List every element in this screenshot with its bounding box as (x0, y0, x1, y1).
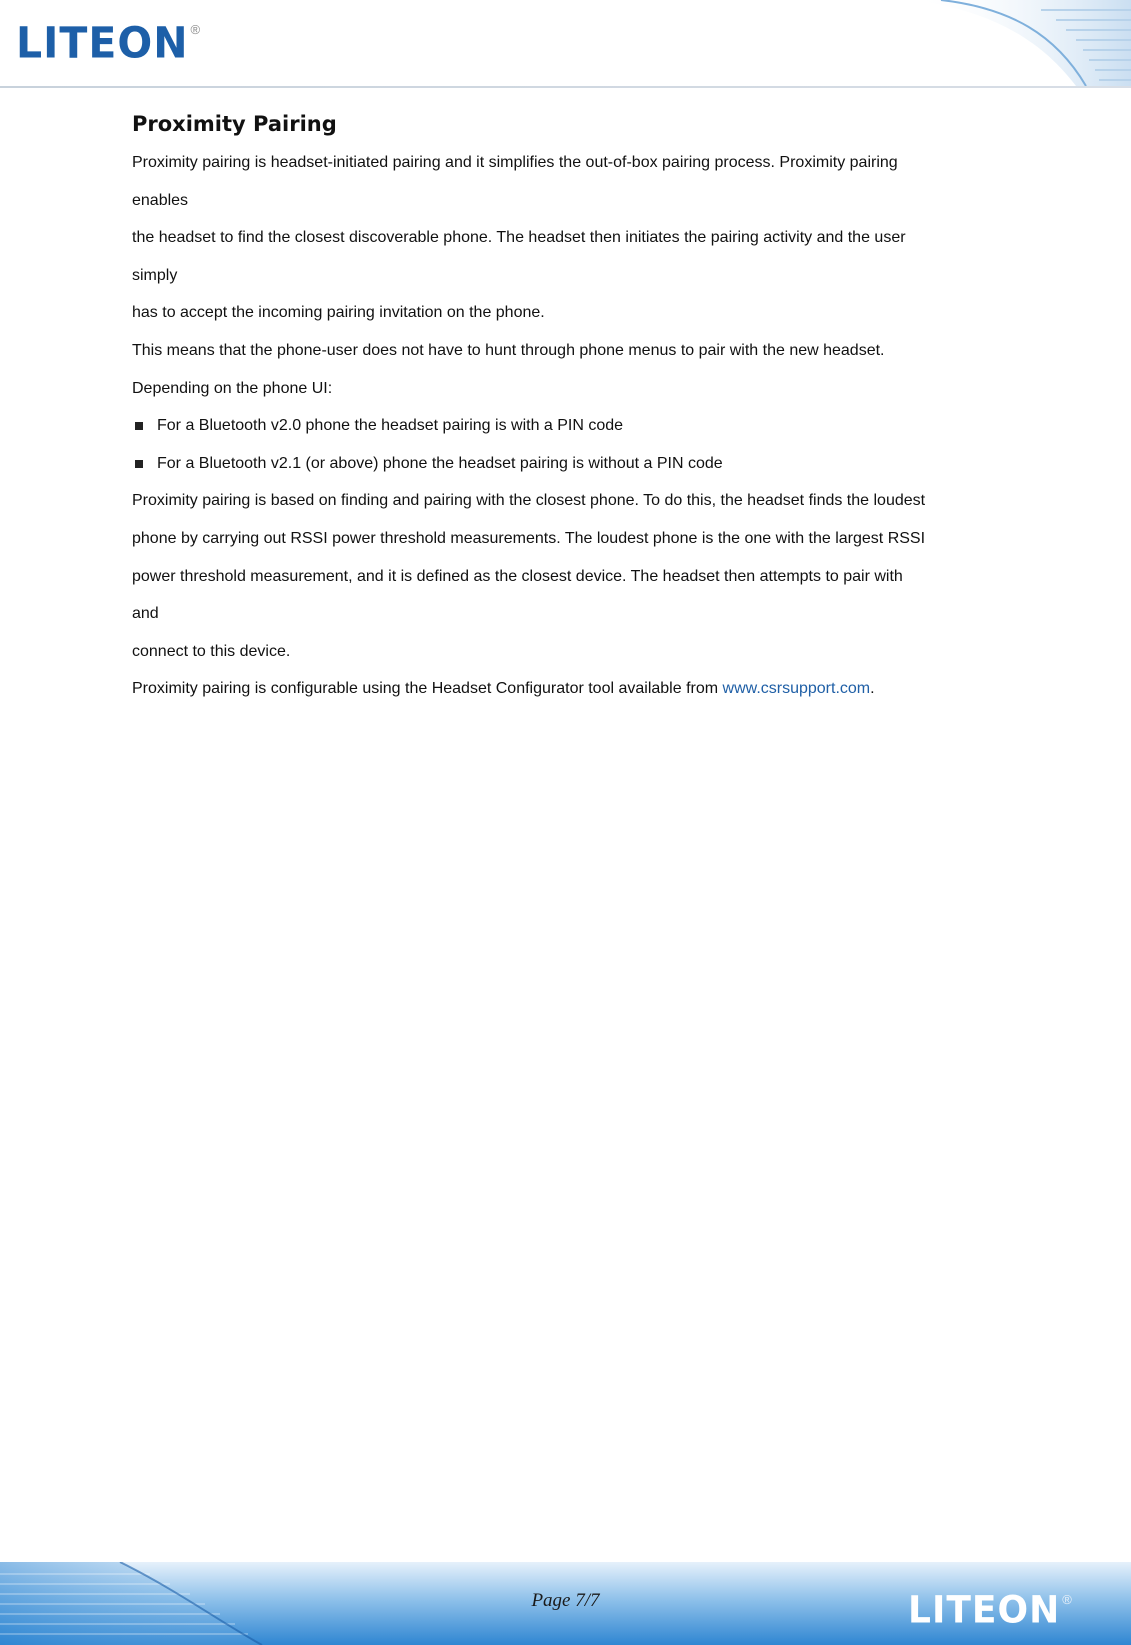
page-number: Page 7/7 (531, 1590, 600, 1611)
paragraph-line-with-link (132, 670, 1012, 708)
footer-logo-wordmark: LITEON (908, 1588, 1061, 1632)
section-title: Proximity Pairing (132, 112, 337, 136)
header-divider (0, 86, 1131, 88)
paragraph-line: and (132, 605, 159, 623)
bullet-item (132, 407, 1012, 445)
paragraph-line: phone by carrying out RSSI power threshold measurements. The loudest phone is the one with the largest RSSI (132, 529, 926, 547)
document-body (132, 108, 1012, 708)
page-header (0, 0, 1131, 88)
logo-wordmark: LITEON (16, 17, 189, 69)
paragraph-line: simply (132, 266, 178, 284)
registered-mark: ® (190, 22, 201, 37)
paragraph-line: Proximity pairing is based on finding and pairing with the closest phone. To do this, the headset finds the loudest (132, 492, 926, 510)
paragraph-line: Depending on the phone UI: (132, 379, 333, 397)
paragraph-line: enables (132, 191, 189, 209)
header-swoosh-decoration (871, 0, 1131, 86)
paragraph-line: Proximity pairing is headset-initiated pairing and it simplifies the out-of-box pairing process. Proximity pairing (132, 154, 898, 171)
footer-registered-mark: ® (1062, 1592, 1072, 1607)
bullet-item (132, 445, 1012, 483)
paragraph-line: connect to this device. (132, 642, 291, 660)
square-bullet-icon (135, 460, 143, 468)
paragraph-line: This means that the phone-user does not have to hunt through phone menus to pair with the new headset. (132, 341, 885, 359)
link-suffix-text: . (870, 680, 875, 698)
csrsupport-link[interactable]: www.csrsupport.com (722, 680, 871, 698)
footer-liteon-logo (908, 1588, 1072, 1632)
bullet-text: For a Bluetooth v2.0 phone the headset pairing is with a PIN code (157, 417, 624, 435)
liteon-logo (16, 17, 201, 69)
paragraph-line: has to accept the incoming pairing invitation on the phone. (132, 304, 545, 322)
paragraph-line: the headset to find the closest discoverable phone. The headset then initiates the pairing activity and the user (132, 229, 906, 247)
bullet-text: For a Bluetooth v2.1 (or above) phone the headset pairing is without a PIN code (157, 454, 723, 472)
square-bullet-icon (135, 422, 143, 430)
link-prefix-text: Proximity pairing is configurable using the Headset Configurator tool available from (132, 680, 723, 698)
paragraph-line: power threshold measurement, and it is defined as the closest device. The headset then attempts to pair with (132, 567, 903, 585)
page-footer (0, 1562, 1131, 1645)
